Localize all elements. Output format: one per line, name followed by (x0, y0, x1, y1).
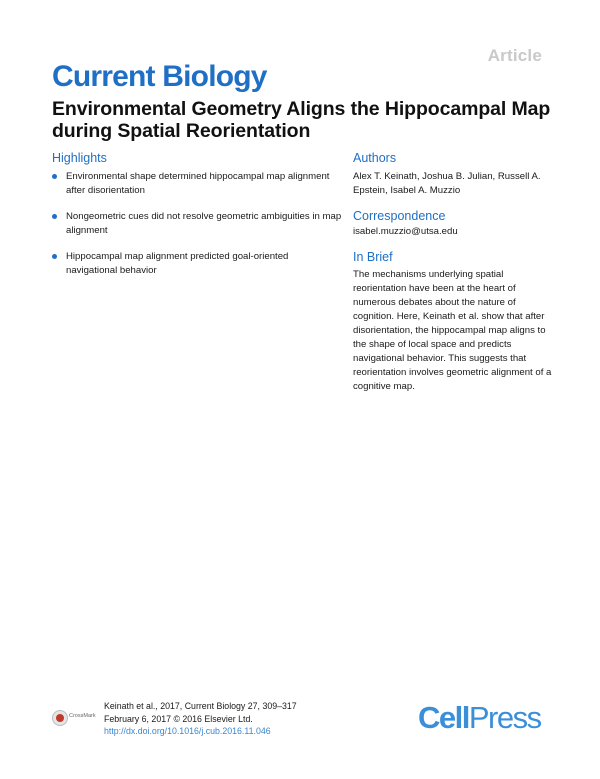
journal-name: Current Biology (52, 60, 267, 93)
paper-title: Environmental Geometry Aligns the Hippocampal Map during Spatial Reorientation (52, 98, 551, 142)
article-type-label: Article (487, 46, 542, 65)
highlight-text: Environmental shape determined hippocampal map alignment after disorientation (66, 171, 330, 196)
highlight-item (52, 210, 342, 237)
cellpress-logo-press: Press (468, 700, 541, 735)
highlights-list (52, 170, 342, 290)
doi-link[interactable]: http://dx.doi.org/10.1016/j.cub.2016.11.046 (104, 726, 271, 736)
bullet-icon (52, 214, 57, 219)
citation-line: Keinath et al., 2017, Current Biology 27, 309–317 (104, 701, 297, 711)
bullet-icon (52, 254, 57, 259)
copyright-line: February 6, 2017 © 2016 Elsevier Ltd. (104, 713, 253, 724)
highlights-heading: Highlights (52, 151, 107, 165)
bullet-icon (52, 174, 57, 179)
crossmark-label: CrossMark (69, 713, 96, 719)
highlight-item (52, 170, 342, 197)
highlight-text: Hippocampal map alignment predicted goal-oriented navigational behavior (66, 251, 289, 276)
authors-heading: Authors (353, 151, 397, 165)
in-brief-heading: In Brief (353, 250, 393, 264)
correspondence-email[interactable]: isabel.muzzio@utsa.edu (353, 226, 458, 237)
cellpress-logo (418, 700, 541, 736)
in-brief-text: The mechanisms underlying spatial reorientation have been at the heart of numerous debates about the nature of cognition. Here, Keinath et al. show that after disorientation, the hippocampal map aligns to the shape of local space and predicts navigational behavior. This suggests that reorientation involves geometric alignment of a cognitive map. (353, 269, 552, 392)
cellpress-logo-cell: Cell (418, 700, 469, 735)
highlight-text: Nongeometric cues did not resolve geometric ambiguities in map alignment (66, 211, 342, 236)
crossmark-icon (52, 710, 68, 726)
correspondence-heading: Correspondence (353, 209, 446, 223)
highlight-item (52, 250, 342, 277)
authors-names: Alex T. Keinath, Joshua B. Julian, Russell A. Epstein, Isabel A. Muzzio (353, 171, 541, 196)
citation-block (104, 700, 297, 738)
crossmark-logo[interactable] (52, 707, 98, 727)
